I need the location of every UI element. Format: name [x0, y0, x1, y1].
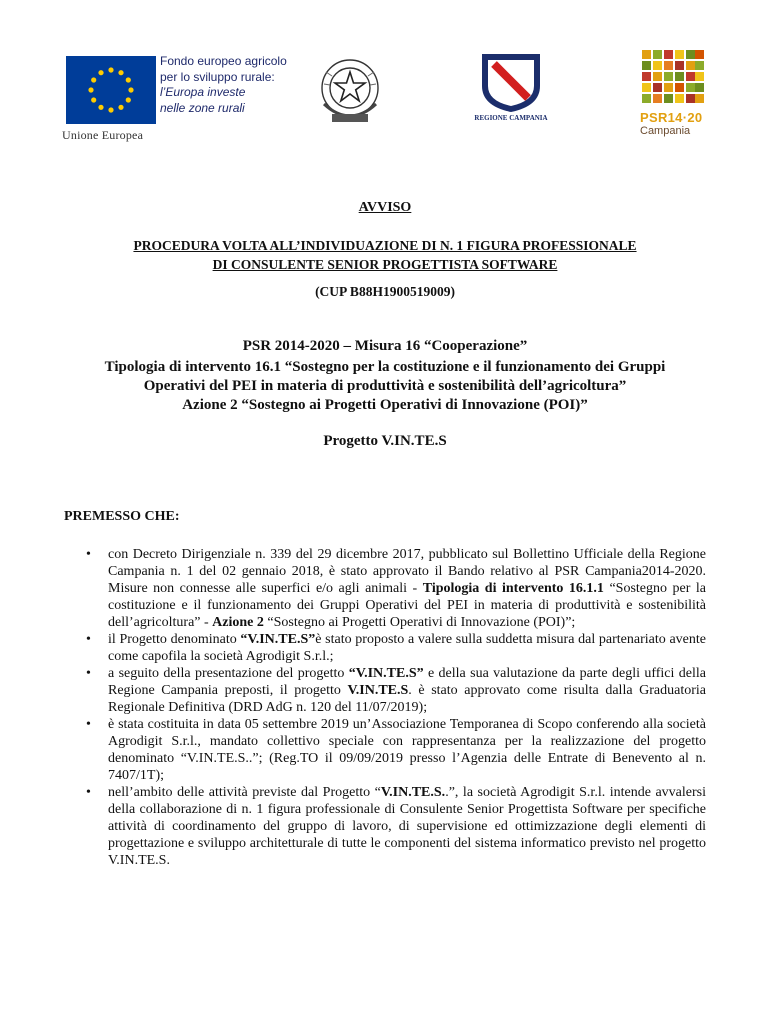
- eu-flag-icon: [66, 56, 156, 124]
- eu-stars-icon: [66, 56, 156, 124]
- bullet: •: [86, 785, 91, 800]
- bullet: •: [86, 632, 91, 647]
- item-text: con Decreto Dirigenziale n. 339 del 29 dicembre 2017, pubblicato sul Bollettino Ufficiale della Regione Campania n. 1 del 02 gennaio 2018, è stato approvato il Bando relativo al PSR Campania2014-2020. Misure non connesse alle superfici e/o agli animali -: [108, 547, 706, 596]
- eu-caption: Unione Europea: [62, 128, 144, 142]
- list-item: [86, 784, 706, 869]
- procedure-title: [0, 236, 770, 274]
- bullet: •: [86, 717, 91, 732]
- eu-fund-text: [160, 54, 287, 116]
- procedure-title-line: DI CONSULENTE SENIOR PROGETTISTA SOFTWARE: [212, 257, 558, 272]
- psr-logo-subtext: Campania: [640, 125, 691, 137]
- regione-campania-logo: [470, 52, 552, 134]
- item-text: “Sostegno per la costituzione e il funzionamento dei Gruppi Operativi del PEI in materia di produttività e sostenibilità dell’agricoltura” -: [108, 581, 707, 630]
- item-text: e della sua valutazione da parte degli uffici della Regione Campania preposti, il progetto: [108, 666, 706, 698]
- item-text: il Progetto denominato: [108, 632, 241, 647]
- cup-code: (CUP B88H1900519009): [315, 284, 455, 299]
- item-bold: V.IN.TE.S: [347, 683, 409, 698]
- eu-text-line: nelle zone rurali: [160, 100, 245, 115]
- eu-text-line: per lo sviluppo rurale:: [160, 69, 275, 84]
- eu-feasr-logo: [62, 52, 292, 142]
- action-line: Azione 2 “Sostegno ai Progetti Operativi di Innovazione (POI)”: [182, 397, 588, 413]
- avviso-heading: AVVISO: [358, 200, 412, 215]
- item-text: .”, la società Agrodigit S.r.l. intende avvalersi della collaborazione di n. 1 figura professionale di Consulente Senior Progettista Software per specifiche attività di coordinamento del gruppo di lavoro, di supervisione ed ottimizzazione degli elementi di progettazione e sviluppo architetturale di tutte le componenti del sistema informatico previsto nel progetto V.IN.TE.S.: [108, 785, 706, 868]
- campania-shield-icon: [470, 52, 552, 114]
- item-bold: Azione 2: [212, 615, 264, 630]
- item-text: “Sostegno ai Progetti Operativi di Innovazione (POI)”;: [263, 615, 576, 630]
- item-text: è stata costituita in data 05 settembre 2019 un’Associazione Temporanea di Scopo conferendo alla società Agrodigit S.r.l., mandato collettivo speciale con rappresentanza per la realizzazione del progetto denominato “V.IN.TE.S..”; (Reg.TO il 09/09/2019 presso l’Agenzia delle Entrate di Benevento al n. 7407/1T);: [108, 717, 706, 783]
- list-item: [86, 546, 707, 631]
- psr-mosaic-icon: [642, 50, 704, 106]
- item-text: è stato proposto a valere sulla suddetta misura dal partenariato avente come capofila la società Agrodigit S.r.l.;: [108, 632, 706, 664]
- region-caption: REGIONE CAMPANIA: [474, 114, 548, 122]
- bullet: •: [86, 547, 91, 562]
- italian-republic-emblem-icon: [318, 52, 382, 134]
- procedure-title-line: PROCEDURA VOLTA ALL’INDIVIDUAZIONE DI N. 1 FIGURA PROFESSIONALE: [133, 238, 637, 253]
- item-text: . è stato approvato come risulta dalla Graduatoria Regionale Definitiva (DRD AdG n. 120 del 11/07/2019);: [108, 683, 707, 715]
- project-name: Progetto V.IN.TE.S: [323, 433, 447, 449]
- eu-text-line: l’Europa investe: [160, 85, 246, 99]
- item-text: nell’ambito delle attività previste dal Progetto “: [108, 785, 381, 800]
- eu-text-line: Fondo europeo agricolo: [160, 54, 287, 68]
- list-item: [86, 665, 707, 716]
- psr-campania-logo: [636, 50, 710, 140]
- item-bold: “V.IN.TE.S”: [348, 666, 424, 681]
- intervention-type: [0, 358, 770, 415]
- bullet: •: [86, 666, 91, 681]
- item-text: a seguito della presentazione del progetto: [108, 666, 349, 681]
- list-item: [86, 716, 706, 784]
- premesso-heading: PREMESSO CHE:: [64, 509, 180, 524]
- psr-logo-text: PSR14·20: [640, 110, 703, 125]
- item-bold: Tipologia di intervento 16.1.1: [422, 581, 604, 596]
- logo-header: [0, 48, 770, 143]
- list-item: [86, 631, 706, 665]
- item-bold: “V.IN.TE.S”: [240, 632, 316, 647]
- intervention-type-line: Tipologia di intervento 16.1 “Sostegno per la costituzione e il funzionamento dei Gruppi: [104, 359, 666, 375]
- item-bold: V.IN.TE.S.: [380, 785, 446, 800]
- intervention-type-line: Operativi del PEI in materia di produttività e sostenibilità dell’agricoltura”: [143, 378, 627, 394]
- premesso-list: [86, 546, 707, 869]
- psr-measure-line: PSR 2014-2020 – Misura 16 “Cooperazione”: [242, 338, 528, 354]
